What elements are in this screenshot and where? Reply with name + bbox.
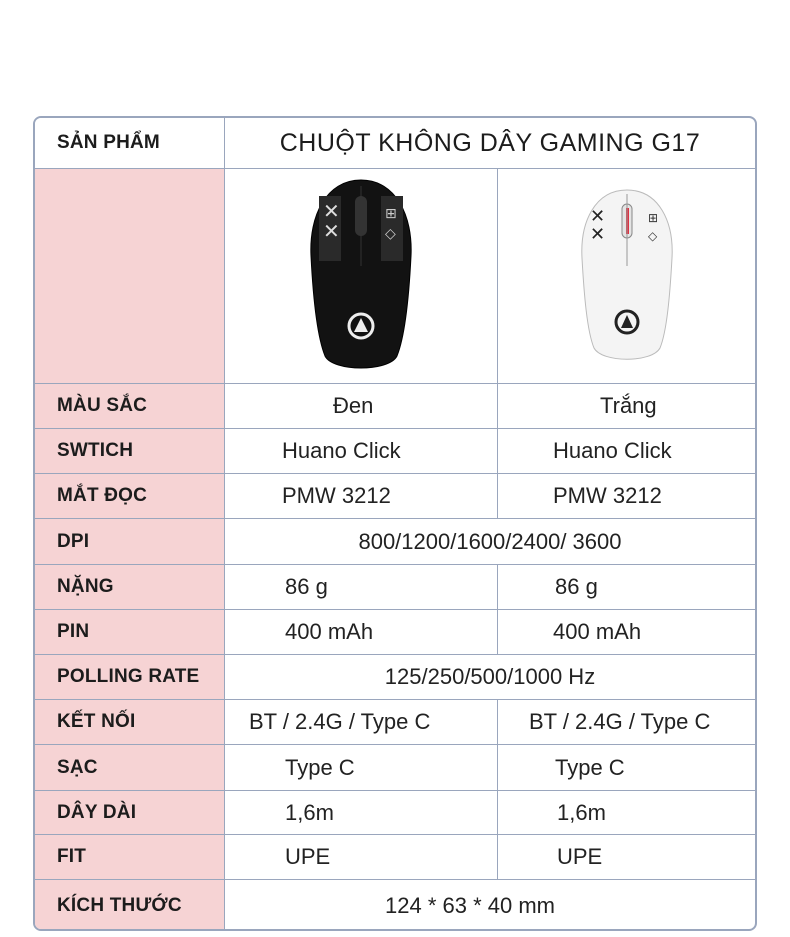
svg-text:◇: ◇	[385, 226, 396, 242]
svg-text:⊞: ⊞	[647, 211, 658, 225]
switch-b: Huano Click	[553, 438, 672, 463]
label-sensor: MẮT ĐỌC	[35, 474, 225, 518]
row-charge	[35, 745, 755, 791]
connect-a: BT / 2.4G / Type C	[225, 700, 498, 744]
white-mouse-image	[572, 186, 682, 366]
fit-a: UPE	[225, 835, 498, 879]
row-cable	[35, 791, 755, 835]
header-row	[35, 118, 755, 169]
sensor-b: PMW 3212	[553, 483, 662, 508]
spec-table	[33, 116, 757, 931]
dpi-value: 800/1200/1600/2400/ 3600	[358, 528, 622, 554]
weight-a: 86 g	[225, 565, 498, 609]
battery-b: 400 mAh	[553, 619, 642, 644]
black-mouse-cell	[225, 169, 498, 383]
svg-text:✕: ✕	[589, 224, 605, 245]
cable-a: 1,6m	[225, 791, 498, 834]
connect-b: BT / 2.4G / Type C	[529, 709, 711, 734]
svg-text:✕: ✕	[323, 219, 340, 243]
svg-text:◇: ◇	[647, 229, 657, 243]
row-size	[35, 880, 755, 931]
sensor-a: PMW 3212	[225, 474, 498, 518]
charge-a: Type C	[225, 745, 498, 790]
image-row-label	[35, 169, 225, 383]
row-weight	[35, 565, 755, 610]
color-b: Trắng	[600, 393, 657, 418]
white-mouse-cell	[498, 169, 755, 383]
label-cable: DÂY DÀI	[35, 791, 225, 834]
polling-value: 125/250/500/1000 Hz	[384, 664, 596, 689]
product-title: CHUỘT KHÔNG DÂY GAMING G17	[279, 128, 701, 157]
svg-text:✕: ✕	[323, 199, 340, 223]
row-battery	[35, 610, 755, 655]
weight-b: 86 g	[555, 574, 598, 599]
svg-text:⊞: ⊞	[385, 206, 397, 222]
label-switch: SWTICH	[35, 429, 225, 473]
svg-text:✕: ✕	[589, 206, 605, 227]
label-color: MÀU SẮC	[35, 384, 225, 428]
label-polling: POLLING RATE	[35, 655, 225, 699]
label-dpi: DPI	[35, 519, 225, 564]
battery-a: 400 mAh	[225, 610, 498, 654]
row-fit	[35, 835, 755, 880]
row-sensor	[35, 474, 755, 519]
row-color	[35, 384, 755, 429]
image-row	[35, 169, 755, 384]
label-connect: KẾT NỐI	[35, 700, 225, 744]
label-size: KÍCH THƯỚC	[35, 880, 225, 931]
label-weight: NẶNG	[35, 565, 225, 609]
label-charge: SẠC	[35, 745, 225, 790]
header-label: SẢN PHẨM	[35, 118, 225, 168]
black-mouse-image	[301, 176, 421, 376]
row-connect	[35, 700, 755, 745]
switch-a: Huano Click	[225, 429, 498, 473]
color-a: Đen	[225, 384, 498, 428]
row-polling	[35, 655, 755, 700]
charge-b: Type C	[555, 754, 625, 780]
row-switch	[35, 429, 755, 474]
label-battery: PIN	[35, 610, 225, 654]
row-dpi	[35, 519, 755, 565]
label-fit: FIT	[35, 835, 225, 879]
cable-b: 1,6m	[557, 799, 606, 825]
size-value: 124 * 63 * 40 mm	[385, 892, 555, 918]
fit-b: UPE	[557, 844, 603, 869]
